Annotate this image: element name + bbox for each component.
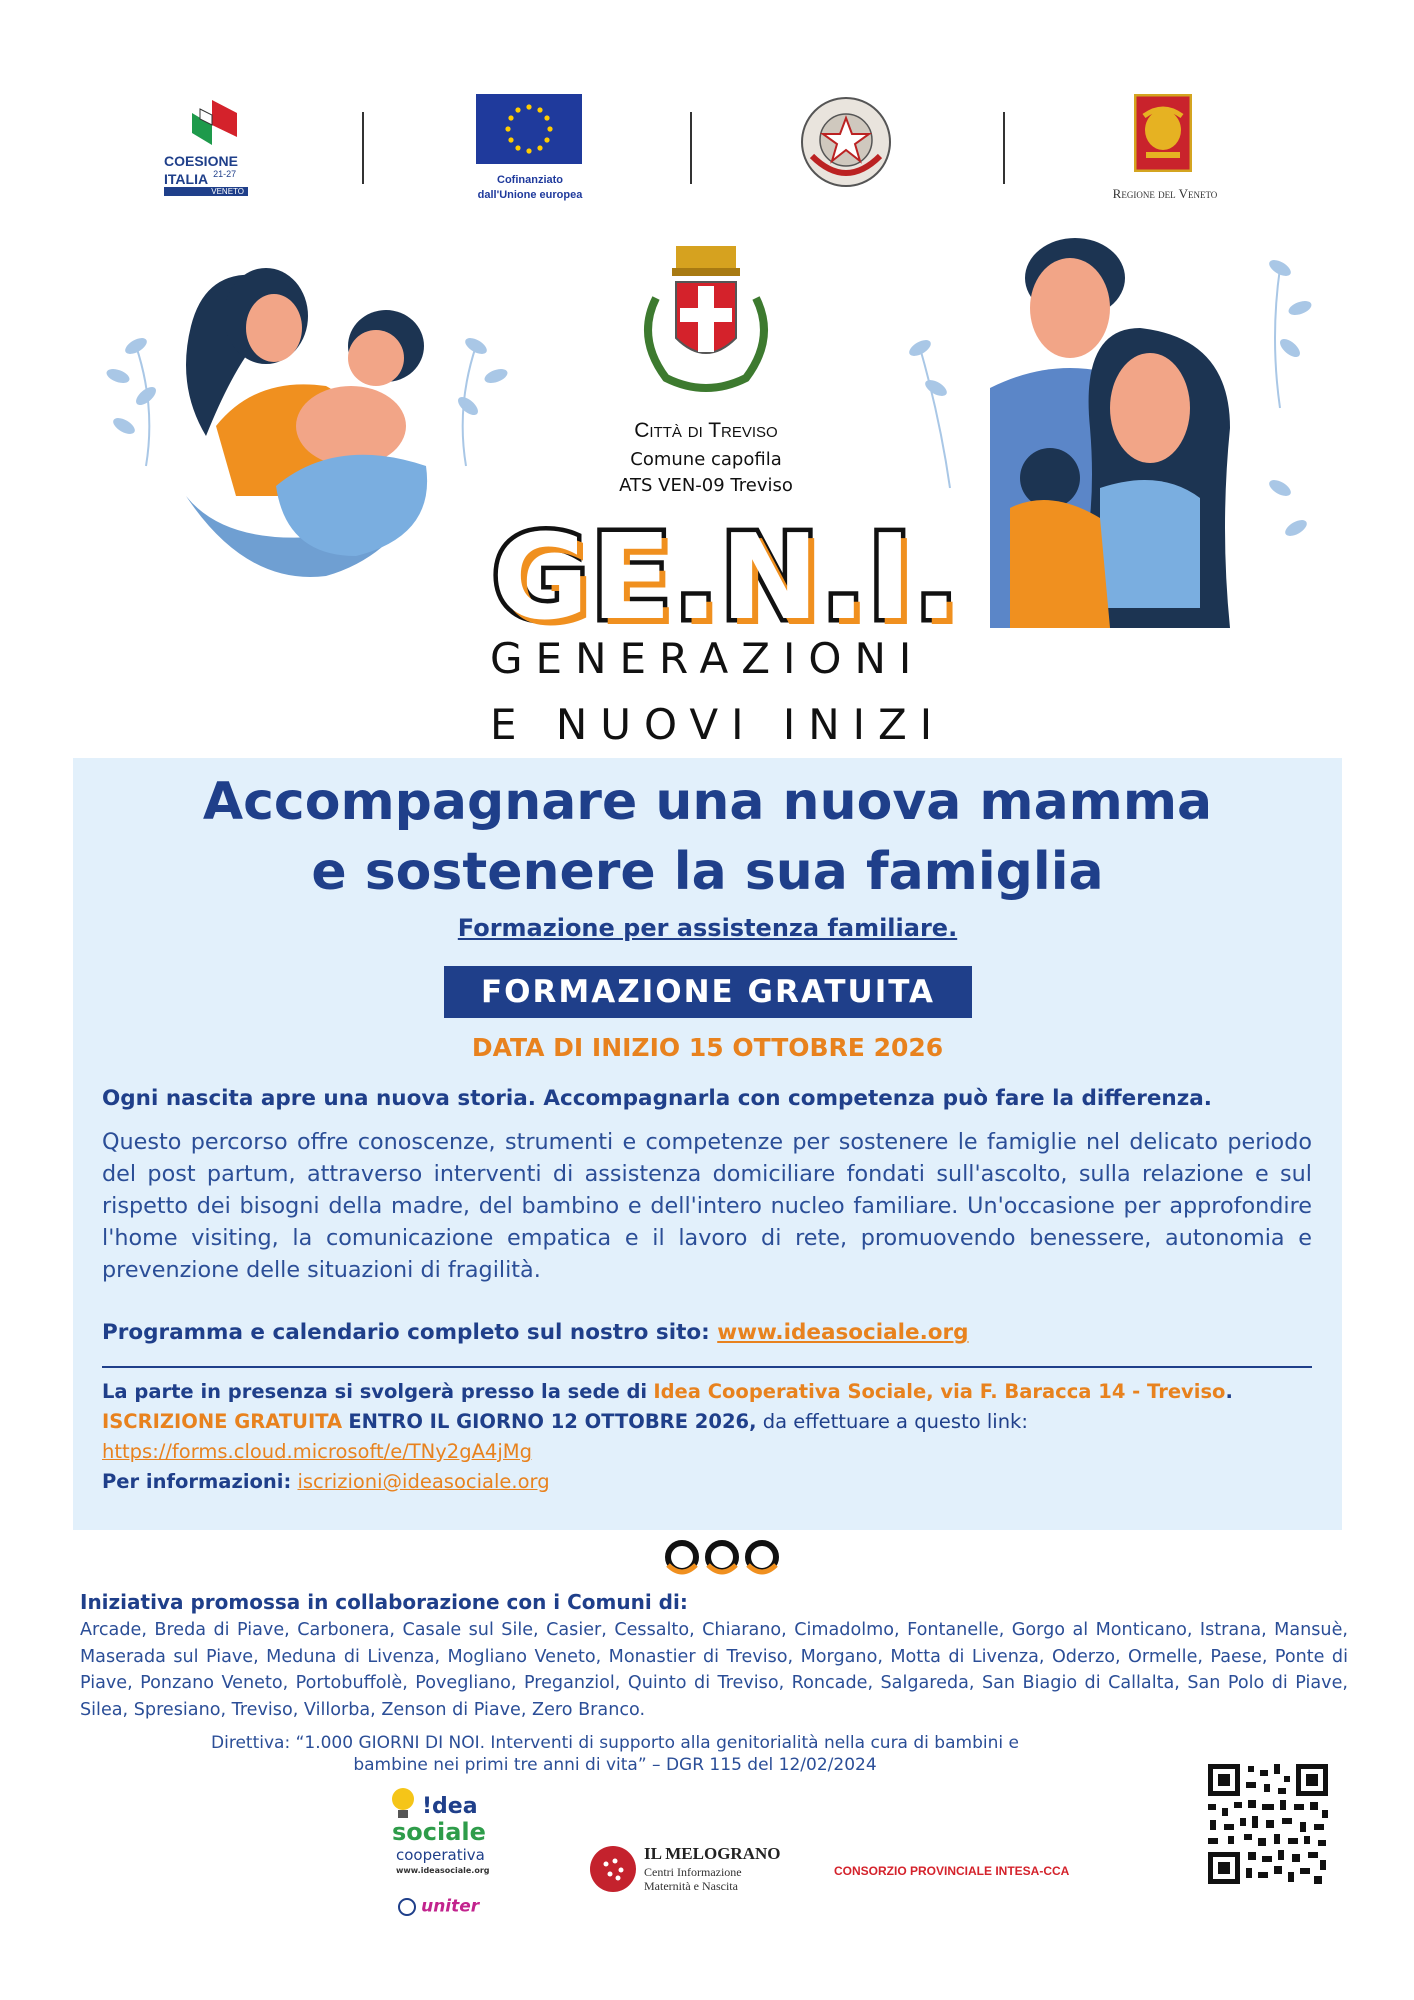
- city-role: Comune capofila: [630, 449, 782, 470]
- municipalities-list: Arcade, Breda di Piave, Carbonera, Casale sul Sile, Casier, Cessalto, Chiarano, Cimadolmo, Fontanelle, Gorgo al Monticano, Istrana, Mansuè, Maserada sul Piave, Meduna di Livenza, Mogliano Veneto, Monastier di Treviso, Morgano, Motta di Livenza, Oderzo, Ormelle, Paese, Ponte di Piave, Ponzano Veneto, Portobuffolè, Povegliano, Preganziol, Quinto di Treviso, Roncade, Salgareda, San Biagio di Callalta, San Polo di Piave, Silea, Spresiano, Treviso, Villorba, Zenson di Piave, Zero Branco.: [80, 1620, 1348, 1720]
- idea-url: www.ideasociale.org: [396, 1866, 490, 1875]
- headline-line2: e sostenere la sua famiglia: [311, 842, 1104, 902]
- collaboration-title: Iniziativa promossa in collaborazione con i Comuni di:: [80, 1590, 688, 1614]
- lead-text: Ogni nascita apre una nuova storia. Accompagnarla con competenza può fare la differenza.: [102, 1086, 1212, 1111]
- project-line1: GENERAZIONI: [490, 634, 925, 683]
- free-training-badge: FORMAZIONE GRATUITA: [444, 966, 972, 1018]
- repubblica-emblem: [798, 94, 894, 190]
- coesione-mark-icon: [182, 95, 242, 150]
- signup-form-link[interactable]: https://forms.cloud.microsoft/e/TNy2gA4jMg: [102, 1440, 532, 1463]
- venue-prefix: La parte in presenza si svolgerà presso la sede di: [102, 1380, 648, 1403]
- melograno-line1: Centri Informazione: [644, 1865, 742, 1879]
- idea-sociale-logo: [360, 1786, 540, 1936]
- three-dots-icon: [662, 1535, 782, 1579]
- info-label: Per informazioni:: [102, 1470, 292, 1493]
- directive-note: [200, 1732, 1030, 1776]
- subheadline: Formazione per assistenza familiare.: [457, 914, 958, 942]
- lion-shield-icon: [1134, 94, 1192, 172]
- idea-sub: cooperativa: [396, 1846, 485, 1864]
- family-illustration: [900, 228, 1320, 648]
- venue-name: Idea Cooperativa Sociale, via F. Baracca 14 - Treviso: [653, 1380, 1226, 1403]
- eu-logo: [460, 94, 660, 209]
- website-link[interactable]: www.ideasociale.org: [717, 1320, 969, 1345]
- uniter-wordmark: uniter: [421, 1896, 480, 1917]
- signup-highlight: ISCRIZIONE GRATUITA: [102, 1410, 343, 1433]
- directive-line2: bambine nei primi tre anni di vita” – DGR 115 del 12/02/2024: [353, 1755, 877, 1775]
- eu-caption-line1: Cofinanziato: [497, 174, 563, 186]
- directive-line1: Direttiva: “1.000 GIORNI DI NOI. Interventi di supporto alla genitorialità nella cura di bambini e: [211, 1733, 1019, 1753]
- header-divider: [690, 112, 692, 184]
- lightbulb-icon: [388, 1786, 418, 1822]
- project-acronym: GE.N.I.: [492, 508, 961, 646]
- signup-deadline: ENTRO IL GIORNO 12 OTTOBRE 2026,: [348, 1410, 757, 1433]
- star-wheel-emblem-icon: [798, 94, 894, 190]
- start-date: DATA DI INIZIO 15 OTTOBRE 2026: [471, 1033, 944, 1062]
- program-label: Programma e calendario completo sul nostro sito:: [102, 1320, 710, 1345]
- contact-line: [102, 1470, 550, 1493]
- city-ats: ATS VEN-09 Treviso: [619, 475, 793, 496]
- melograno-logo: [588, 1842, 808, 1898]
- uniter-ring-icon: [398, 1898, 416, 1916]
- venue-suffix: .: [1225, 1380, 1233, 1403]
- header-divider: [362, 112, 364, 184]
- contact-email-link[interactable]: iscrizioni@ideasociale.org: [297, 1470, 550, 1493]
- signup-line: [102, 1410, 1028, 1433]
- consorzio-logo: CONSORZIO PROVINCIALE INTESA-CCA: [834, 1864, 1070, 1878]
- coesione-years: 21-27: [213, 169, 237, 179]
- coesione-logo: [160, 95, 260, 205]
- regione-caption: Regione del Veneto: [1112, 186, 1218, 201]
- treviso-crest-icon: [636, 238, 776, 398]
- idea-word: sociale: [392, 1818, 486, 1846]
- idea-mark: !dea: [422, 1794, 478, 1819]
- pomegranate-icon: [588, 1844, 638, 1894]
- coesione-line1: COESIONE: [164, 153, 238, 169]
- signup-link-line: [102, 1440, 532, 1463]
- mother-baby-illustration: [96, 236, 516, 616]
- panel-divider: [102, 1366, 1312, 1368]
- regione-veneto-logo: [1100, 94, 1250, 209]
- eu-caption-line2: dall'Unione europea: [477, 189, 583, 201]
- coesione-region: VENETO: [164, 187, 248, 196]
- melograno-line2: Maternità e Nascita: [644, 1879, 738, 1893]
- description-paragraph: Questo percorso offre conoscenze, strumenti e competenze per sostenere le famiglie nel delicato periodo del post partum, attraverso interventi di assistenza domiciliare fondati sull'ascolto, sulla relazione e sul rispetto dei bisogni della madre, del bambino e dell'intero nucleo familiare. Un'occasione per approfondire l'home visiting, la comunicazione empatica e il lavoro di rete, promuovendo benessere, autonomia e prevenzione delle situazioni di fragilità.: [102, 1129, 1312, 1283]
- signup-suffix: da effettuare a questo link:: [762, 1410, 1028, 1433]
- header-divider: [1003, 112, 1005, 184]
- program-line: [102, 1320, 969, 1345]
- melograno-title: IL MELOGRANO: [644, 1844, 781, 1863]
- city-name: Città di Treviso: [634, 419, 778, 442]
- headline-line1: Accompagnare una nuova mamma: [202, 772, 1213, 832]
- qr-code-icon[interactable]: [1204, 1760, 1332, 1888]
- project-line2: E NUOVI INIZI: [490, 700, 946, 749]
- coesione-line2: ITALIA: [164, 171, 209, 187]
- venue-line: [102, 1380, 1233, 1403]
- eu-flag-icon: [476, 94, 582, 164]
